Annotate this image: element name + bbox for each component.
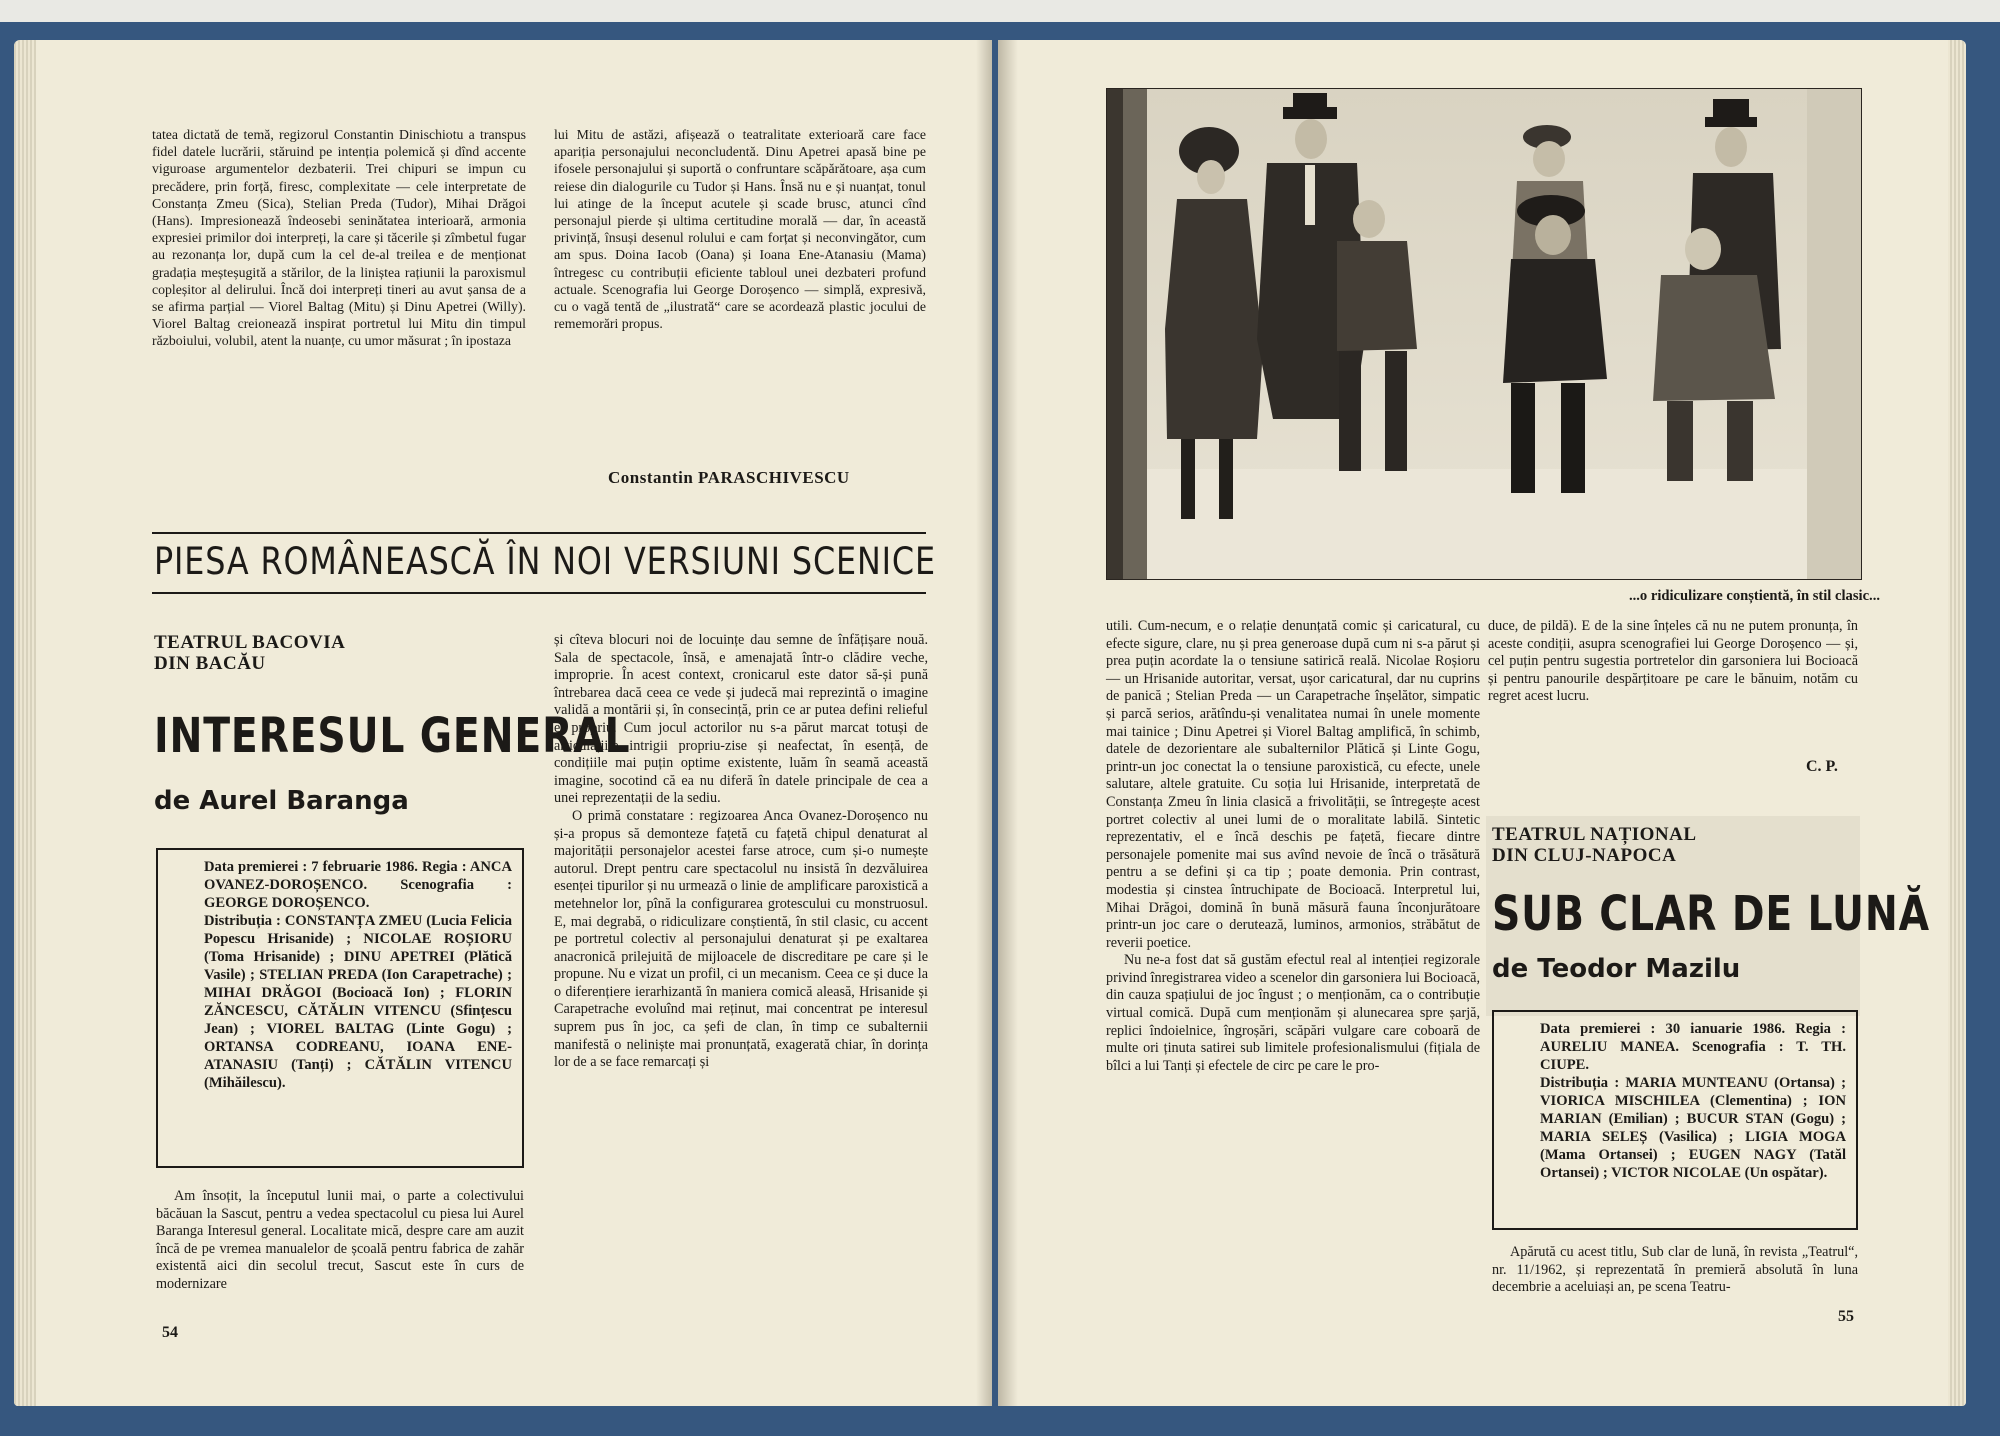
review-column-3: [1106, 618, 1480, 1075]
credits-line: Data premierei : 30 ianuarie 1986. Regia : AURELIU MANEA. Scenografia : T. TH. CIUPE.: [1540, 1021, 1846, 1073]
credits-line: Data premierei : 7 februarie 1986. Regia : ANCA OVANEZ-DOROȘENCO. Scenografia : GEORGE DOROȘENCO.: [204, 859, 512, 911]
headline-rule-top: [152, 532, 926, 534]
theatre-line: TEATRUL NAȚIONAL: [1492, 824, 1697, 845]
credits-line: Distribuția : CONSTANȚA ZMEU (Lucia Felicia Popescu Hrisanide) ; NICOLAE ROȘIORU (Toma Hrisanide) ; DINU APETREI (Plătică Vasile) ; STELIAN PREDA (Ion Carapetrache) ; MIHAI DRĂGOI (Bocioacă Ion) ; FLORIN ZĂNCESCU, CĂTĂLIN VITENCU (Sfințescu Jean) ; VIOREL BALTAG (Linte Gogu) ; ORTANSA CODREANU, IOANA ENE-ATANASIU (Tanți) ; CĂTĂLIN VITENCU (Mihăilescu).: [204, 913, 512, 1091]
headline-rule-bottom: [152, 592, 926, 594]
theatre-name: [154, 632, 345, 674]
paragraph: tatea dictată de temă, regizorul Constantin Dinischiotu a transpus fidel datele lucrării, stăruind pe intenția polemică și dînd accente viguroase argumentelor dezbaterii. Trei chipuri se impun cu precădere, prin forță, firesc, complexitate — cele interpretate de Constanța Zmeu (Sica), Stelian Preda (Tudor), Mihai Drăgoi (Hans). Impresionează îndeosebi seninătatea interioară, armonia expresiei primilor doi interpreți, la care și tăcerile și zîmbetul fugar au rezonanța lor, după cum la cel de-al treilea e de menționat gradația meșteșugită a stărilor, de la liniștea rațiunii la paroxismul copleșitor al delirului. Încă doi interpreți tineri au avut șansa de a se afirma parțial — Viorel Baltag (Mitu) și Dinu Apetrei (Willy). Viorel Baltag creionează inspirat portretul lui Mitu din timpul războiului, volubil, atent la nuanțe, cu umor măsurat ; în ipostaza: [152, 127, 526, 349]
paragraph: utili. Cum-necum, e o relație denunțată comic și caricatural, cu efecte sigure, clare, nu și prea generoase după cum ni s-a părut și prea puțin acordate la o tensiune satirică reală. Nicolae Roșioru — un Hrisanide autoritar, versat, ușor caricatural, dar nu cuprins de panică ; Stelian Preda — un Carapetrache înșelător, simpatic și parcă serios, arătîndu-și venalitatea numai în unele momente mai tainice ; Dinu Apetrei și Viorel Baltag amplifică, în schimb, datele de dezorientare ale subalternilor Plătică și Linte Gogu, printr-un joc conectat la o tensiune paroxistică, cu efecte, unele salutare, altele gratuite. Cu soția lui Hrisanide, interpretată de Constanța Zmeu în linia clasică a frivolității, se întregește acest portret colectiv al unei lumi de o moralitate labilă. Sintetic reprezentativ, el e încă deschis pe fațetă, fiecare dintre personajele pomenite mai sus avînd nevoie de încă o trăsătură pentru a se defini și ca tip ; poate demonia. Prin contrast, modestia și cinstea întruchipate de Bocioacă. Interpretul lui, Mihai Drăgoi, domină în bună măsură fauna înconjurătoare printr-un joc care o derutează, luminos, armonios, străbătut de reverii poetice.: [1106, 618, 1480, 951]
photo-illustration: [1107, 89, 1861, 579]
theatre-scene-photo-icon: [1106, 88, 1862, 580]
scanner-strip: [0, 0, 2000, 22]
credits-line: Distribuția : MARIA MUNTEANU (Ortansa) ; VIORICA MISCHILEA (Clementina) ; ION MARIAN (Emilian) ; BUCUR STAN (Gogu) ; MARIA SELEȘ (Vasilica) ; LIGIA MOGA (Mama Ortansei) ; EUGEN NAGY (Tatăl Ortansei) ; VICTOR NICOLAE (Un ospătar).: [1540, 1075, 1846, 1181]
play-title: INTERESUL GENERAL: [154, 708, 631, 764]
left-page: [14, 40, 992, 1406]
review-column-2: [554, 632, 928, 1072]
right-page: [998, 40, 1966, 1406]
review-column-5: [1492, 1244, 1858, 1297]
book-gutter: [998, 40, 1018, 1406]
paragraph: lui Mitu de astăzi, afișează o teatralitate exterioară care face apariția personajului neconcludentă. Dinu Apetrei apasă bine pe ifosele personajului și suportă o confruntare scăpărătoare, așa cum reiese din dialogurile cu Tudor și Hans. Însă nu e și nuanțat, tonul lui atinge de la început acutele și scade brusc, atunci cînd personajul pierde și ultima certitudine morală — dar, în această privință, însuși desenul rolului e cam forțat și neconvingător, cum am spus. Doina Iacob (Oana) și Ioana Ene-Atanasiu (Mama) întregesc cu contribuții eficiente tabloul unei dezbateri profund actuale. Scenografia lui George Doroșenco — simplă, expresivă, cu o vagă tentă de „ilustrată“ care se acordează plastic jocului de rememorări propus.: [554, 127, 926, 332]
page-number: 55: [1838, 1308, 1854, 1325]
page-edge: [1948, 40, 1966, 1406]
paragraph: și cîteva blocuri noi de locuințe dau semne de înfățișare nouă. Sala de spectacole, însă, e amenajată într-o clădire veche, improprie. În acest context, cronicarul este dator să-și pună întrebarea dacă ceea ce vede și judecă mai reprezintă o imagine validă a montării și, în consecință, prin ce ar putea defini relieful ei propriu. Cum jocul actorilor nu s-a părut marcat totuși de articulațiile intrigii propriu-zise și neafectat, în esență, de condițiile mai puțin optime existente, luăm în seamă această imagine, socotind că ea nu diferă în datele principale de cea a unei reprezentații de la sediu.: [554, 632, 928, 807]
paragraph: Nu ne-a fost dat să gustăm efectul real al intenției regizorale privind înregistrarea video a scenelor din garsoniera lui Bocioacă, din cauza spațiului de joc îngust ; o menționăm, ca o contribuție virtual comică. După cum menționăm și alunecarea spre șarjă, replici îndoielnice, îngroșări, scăpări vulgare care coboară de multe ori ținuta satirei sub limitele profesionalismului (fițiala de bîlci a lui Tanți și efectele de circ pe care le pro-: [1106, 952, 1480, 1074]
review-column-4: [1488, 618, 1858, 706]
theatre-line: TEATRUL BACOVIA: [154, 632, 346, 653]
continuation-column-2: [554, 126, 926, 332]
credits-box: [156, 848, 524, 1168]
theatre-name: [1492, 824, 1697, 866]
paragraph: O primă constatare : regizoarea Anca Ovanez-Doroșenco nu și-a propus să demonteze fațetă cu fațetă chipul denaturat al majorității personajelor acestei farse atroce, cum și-o numește autorul. Drept pentru care spectacolul nu insistă în dezvăluirea esenței tipurilor și nu urmează o linie de amplificare paroxistică a metehnelor lor, pînă la configurarea grotescului cu monstruosul. E, mai degrabă, o ridiculizare conștientă, în stil clasic, cu accent pe portretul colectiv al personajului denaturat și pe exaltarea anacronică prilejuită de mijloacele de discreditare pe care și le propune. Nu e vizat un profil, ci un mecanism. Ceea ce și duce la o diferențiere ierarhizantă în maniera comică aleasă, Hrisanide și Carapetrache evoluînd mai reținut, mai concentrat pe interesul suprem pus în joc, ca șefi de clan, în timp ce subalternii manifestă o neliniște mai pronunțată, exagerată chiar, în dorința lor de a se face remarcați și: [554, 807, 928, 1071]
continuation-column-1: [152, 126, 526, 350]
page-number: 54: [162, 1324, 178, 1341]
review-column-1: [156, 1188, 524, 1294]
theatre-line: DIN CLUJ-NAPOCA: [1492, 845, 1677, 866]
credits-box: [1492, 1010, 1858, 1230]
section-headline: PIESA ROMÂNEASCĂ ÎN NOI VERSIUNI SCENICE: [154, 540, 936, 583]
play-author: de Aurel Baranga: [154, 786, 409, 816]
paragraph: Am însoțit, la începutul lunii mai, o parte a colectivului băcăuan la Sascut, pentru a vedea spectacolul cu piesa lui Aurel Baranga Interesul general. Localitate mică, despre care am auzit încă de pe vremea manualelor de școală pentru fabrica de zahăr existentă aici din secolul trecut, Sascut este în curs de modernizare: [156, 1188, 524, 1292]
book-gutter: [976, 40, 992, 1406]
reviewer-initials: C. P.: [1806, 758, 1838, 775]
page-edge: [14, 40, 36, 1406]
theatre-line: DIN BACĂU: [154, 653, 266, 674]
paragraph: duce, de pildă). E de la sine înțeles că nu ne putem pronunța, în aceste condiții, asupra scenografiei lui George Doroșenco — și, cel puțin pentru sugestia portretelor din garsoniera lui Bocioacă și pentru panourile despărțitoare pe care le bănuim, notăm cu regret acest lucru.: [1488, 618, 1858, 705]
play-author: de Teodor Mazilu: [1492, 954, 1741, 984]
paragraph: Apărută cu acest titlu, Sub clar de lună, în revista „Teatrul“, nr. 11/1962, și reprezentată în premieră absolută în luna decembrie a aceluiași an, pe scena Teatru-: [1492, 1244, 1858, 1296]
author-signature: Constantin PARASCHIVESCU: [608, 468, 850, 487]
play-title: SUB CLAR DE LUNĂ: [1492, 886, 1930, 942]
photo-caption: ...o ridiculizare conștientă, în stil clasic...: [1628, 588, 1880, 604]
